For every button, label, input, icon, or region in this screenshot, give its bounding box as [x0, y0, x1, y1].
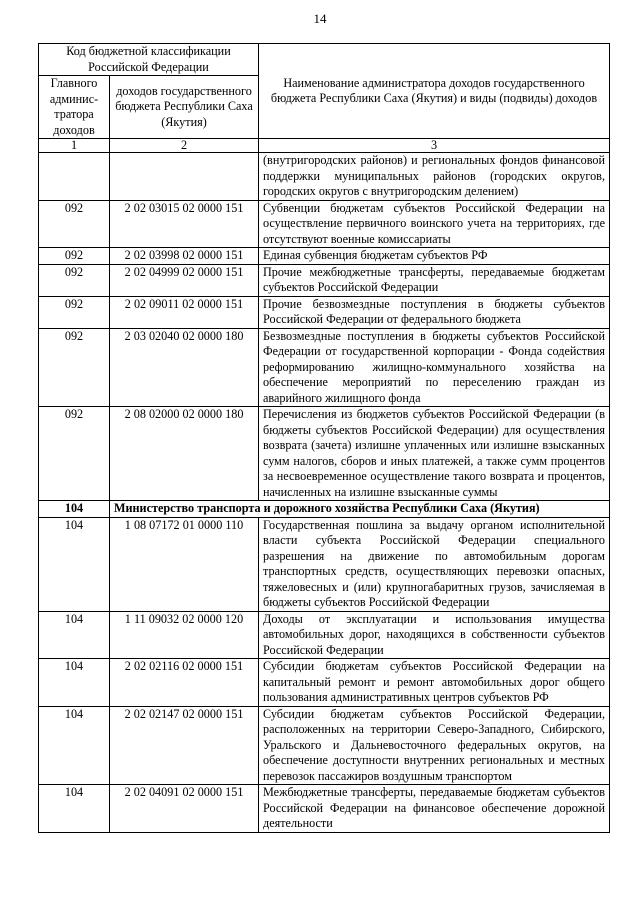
table-row: [39, 706, 610, 785]
column-number-3: 3: [259, 139, 610, 153]
page-number: 14: [313, 11, 327, 26]
income-name-cell: Прочие межбюджетные трансферты, передаваемые бюджетам субъектов Российской Федерации: [259, 264, 610, 296]
table-row: [39, 517, 610, 611]
table-row: [39, 296, 610, 328]
admin-code-cell: 092: [39, 296, 110, 328]
table-row: [39, 200, 610, 248]
income-code-cell: 2 02 04999 02 0000 151: [110, 264, 259, 296]
table-row: [39, 153, 610, 201]
income-code-cell: 2 03 02040 02 0000 180: [110, 328, 259, 407]
income-name-cell: Государственная пошлина за выдачу органом исполнительной власти субъекта Российской Федерации специального разрешения на движение по автомобильным дорогам транспортных средств, осуществляющих перевозки опасных, тяжеловесных и (или) крупногабаритных грузов, зачисляемая в бюджеты субъектов Российской Федерации: [259, 517, 610, 611]
admin-code-cell: 104: [39, 706, 110, 785]
income-code-cell: 1 08 07172 01 0000 110: [110, 517, 259, 611]
income-code-cell: 2 02 09011 02 0000 151: [110, 296, 259, 328]
table-row: [39, 328, 610, 407]
income-column-header: доходов государственного бюджета Республики Саха (Якутия): [110, 76, 259, 139]
income-name-cell: Субвенции бюджетам субъектов Российской Федерации на осуществление первичного воинского учета на территориях, где отсутствуют военные комиссариаты: [259, 200, 610, 248]
income-name-cell: Субсидии бюджетам субъектов Российской Федерации на капитальный ремонт и ремонт автомобильных дорог общего пользования административных центров субъектов РФ: [259, 659, 610, 707]
admin-code-cell: 104: [39, 517, 110, 611]
admin-column-header: Главного админис-тратора доходов: [39, 76, 110, 139]
column-number-1: 1: [39, 139, 110, 153]
income-name-cell: Межбюджетные трансферты, передаваемые бюджетам субъектов Российской Федерации на финансовое обеспечение дорожной деятельности: [259, 785, 610, 833]
income-name-cell: Перечисления из бюджетов субъектов Российской Федерации (в бюджеты субъектов Российской Федерации) для осуществления возврата (зачета) излишне уплаченных или излишне взысканных сумм налогов, сборов и иных платежей, а также сумм процентов за несвоевременное осуществление такого возврата и процентов, начисленных на излишне взысканные суммы: [259, 407, 610, 501]
income-name-cell: Безвозмездные поступления в бюджеты субъектов Российской Федерации от государственной корпорации - Фонда содействия реформированию жилищно-коммунального хозяйства на обеспечение мероприятий по переселению граждан из аварийного жилищного фонда: [259, 328, 610, 407]
admin-code-cell: 092: [39, 264, 110, 296]
admin-code-cell: 104: [39, 659, 110, 707]
income-code-cell: 2 02 04091 02 0000 151: [110, 785, 259, 833]
admin-code-cell: 092: [39, 200, 110, 248]
name-column-header: Наименование администратора доходов государственного бюджета Республики Саха (Якутия) и виды (подвиды) доходов: [259, 44, 610, 139]
admin-code-cell: 092: [39, 328, 110, 407]
table-row: [39, 264, 610, 296]
admin-code-cell: 092: [39, 248, 110, 265]
income-name-cell: Прочие безвозмездные поступления в бюджеты субъектов Российской Федерации от федерального бюджета: [259, 296, 610, 328]
income-code-cell: [110, 153, 259, 201]
table-row: [39, 248, 610, 265]
income-code-cell: 2 02 03998 02 0000 151: [110, 248, 259, 265]
income-name-cell: (внутригородских районов) и региональных фондов финансовой поддержки муниципальных районов (городских округов, городских округов с внутригородским делением): [259, 153, 610, 201]
section-admin-code: 104: [39, 501, 110, 518]
admin-code-cell: 104: [39, 611, 110, 659]
column-number-2: 2: [110, 139, 259, 153]
admin-code-cell: 104: [39, 785, 110, 833]
section-header-row: [39, 501, 610, 518]
income-name-cell: Доходы от эксплуатации и использования имущества автомобильных дорог, находящихся в собственности субъектов Российской Федерации: [259, 611, 610, 659]
kbk-group-header: Код бюджетной классификации Российской Федерации: [39, 44, 259, 76]
income-code-cell: 2 02 02147 02 0000 151: [110, 706, 259, 785]
income-code-cell: 2 02 02116 02 0000 151: [110, 659, 259, 707]
table-row: [39, 407, 610, 501]
admin-code-cell: 092: [39, 407, 110, 501]
income-code-cell: 2 08 02000 02 0000 180: [110, 407, 259, 501]
income-name-cell: Субсидии бюджетам субъектов Российской Федерации, расположенных на территории Северо-Западного, Сибирского, Уральского и Дальневосточного федеральных округов, на обеспечение доступности внутренних региональных и местных перевозок пассажиров воздушным транспортом: [259, 706, 610, 785]
table-row: [39, 611, 610, 659]
income-name-cell: Единая субвенция бюджетам субъектов РФ: [259, 248, 610, 265]
income-code-cell: 2 02 03015 02 0000 151: [110, 200, 259, 248]
admin-code-cell: [39, 153, 110, 201]
table-row: [39, 659, 610, 707]
budget-classification-table: [38, 43, 610, 833]
section-title: Министерство транспорта и дорожного хозяйства Республики Саха (Якутия): [110, 501, 610, 518]
column-number-row: [39, 139, 610, 153]
table-row: [39, 785, 610, 833]
income-code-cell: 1 11 09032 02 0000 120: [110, 611, 259, 659]
